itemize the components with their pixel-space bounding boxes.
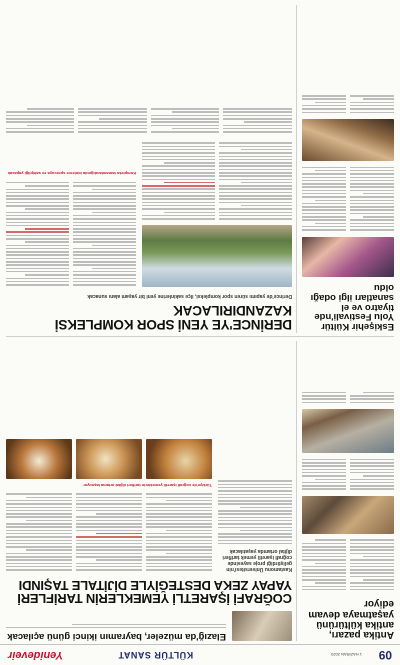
ai-highlight: Türkiye'de coğrafi işaretli yemeklerin tarifleri dijital ortama taşınıyor — [83, 482, 212, 488]
story-museums — [6, 609, 292, 641]
museums-headline: Elazığ'da müzeler, bayramın ikinci günü açılacak — [7, 631, 226, 642]
masthead — [0, 644, 400, 665]
story-bazaar — [302, 343, 394, 639]
publication-date: 1 HAZİRAN 2023 — [331, 652, 362, 658]
stadium-subhead: Derince'de yapımı süren spor kompleksi, ilçe sakinlerine yeni bir yaşam alanı sunacak — [87, 293, 292, 300]
story-festival — [302, 5, 394, 331]
bazaar-photo-1 — [302, 496, 394, 534]
ai-headline: COĞRAFİ İŞARETLİ YEMEKLERİN TARİFLERİ YAPAY ZEKA DESTEĞİYLE DİJİTALE TAŞINDI — [17, 577, 292, 606]
ai-photo-1 — [146, 439, 212, 479]
stadium-highlight: Kompleks tamamlandığında binlerce sporcuya ev sahipliği yapacak — [7, 171, 136, 177]
festival-photo-2 — [302, 119, 394, 161]
story-stadium — [6, 5, 292, 331]
festival-photo-1 — [302, 237, 394, 277]
bazaar-body — [302, 390, 394, 592]
ai-photo-2 — [76, 439, 142, 479]
story-ai — [6, 343, 292, 605]
stadium-photo — [142, 225, 292, 287]
bazaar-photo-2 — [302, 409, 394, 453]
festival-headline: Eskişehir Kültür Yolu Festivali'nde tiyatro ve el sanatları ilgi odağı oldu — [310, 282, 394, 332]
stadium-headline: DERİNCE'YE YENİ SPOR KOMPLEKSİ KAZANDIRILACAK — [54, 303, 292, 332]
bazaar-headline: Antika pazarı, antika kültürünü yaşatmaya devam ediyor — [308, 598, 394, 640]
page-number: 09 — [378, 648, 392, 662]
ai-photo-3 — [6, 439, 72, 479]
ai-subhead: Kastamonu Üniversitesi'nin geliştirdiği proje sayesinde coğrafi işaretli yemek tarifleri dijital ortamda yaşatılacak — [222, 548, 292, 573]
section-title: KÜLTÜR SANAT — [118, 650, 194, 660]
ai-photos — [6, 439, 212, 479]
brand-logo: Yenideveir — [8, 649, 64, 661]
museums-photo — [232, 611, 292, 641]
